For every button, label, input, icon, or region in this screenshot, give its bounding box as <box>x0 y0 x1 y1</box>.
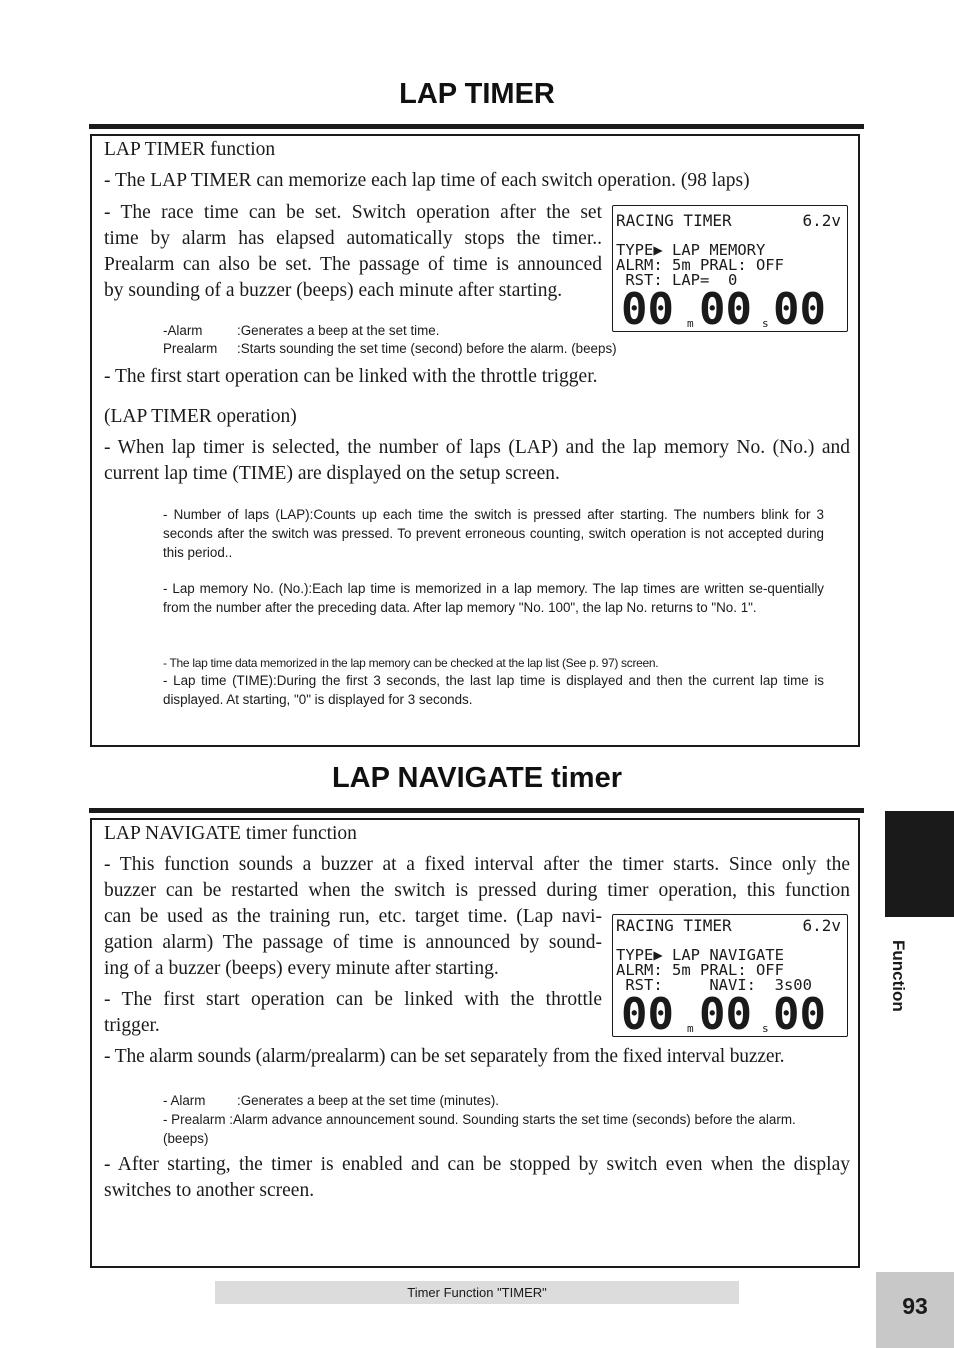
lap-navigate-p1-line4: gation alarm) The passage of time is announced by sound- <box>104 932 602 953</box>
lap-navigate-lcd-screen <box>612 914 848 1037</box>
lcd-unit-m: m <box>687 1022 694 1035</box>
footer-label: Timer Function "TIMER" <box>215 1281 739 1304</box>
lap-navigate-p1-line2: buzzer can be restarted when the switch is pressed during timer operation, this function <box>104 880 850 901</box>
note-prealarm-desc: :Starts sounding the set time (second) before the alarm. (beeps) <box>237 341 617 356</box>
nav-note-prealarm-desc: :Alarm advance announcement sound. Sounding starts the set time (seconds) before the alarm. (beeps) <box>163 1112 796 1146</box>
lap-timer-p2-line3: Prealarm can also be set. The passage of time is announced <box>104 254 602 275</box>
note-prealarm-term: Prealarm <box>163 341 218 356</box>
lap-navigate-p1-line3: can be used as the training run, etc. target time. (Lap navi- <box>104 906 602 927</box>
lcd-title: RACING TIMER <box>616 916 732 935</box>
lcd-reset-line: RST: LAP= 0 <box>616 271 738 289</box>
lcd-minutes: 00 <box>621 284 674 330</box>
lcd-fraction: 00 <box>773 989 826 1035</box>
lap-timer-operation-heading: (LAP TIMER operation) <box>104 406 297 427</box>
lcd-unit-s: s <box>762 317 769 330</box>
lcd-alarm-line: ALRM: 5m PRAL: OFF <box>616 256 784 274</box>
lcd-voltage: 6.2v <box>802 916 841 935</box>
detail-lap-memory: - Lap memory No. (No.):Each lap time is memorized in a lap memory. The lap times are written se-quentially from the number after the preceding data. After lap memory "No. 100", the lap No. returns to "No. 1". <box>163 581 824 615</box>
lap-timer-p1: - The LAP TIMER can memorize each lap time of each switch operation. (98 laps) <box>104 170 750 191</box>
lcd-voltage: 6.2v <box>802 211 841 230</box>
lap-navigate-rule <box>89 808 864 813</box>
lap-timer-lcd-screen <box>612 205 848 332</box>
section-tab <box>885 811 954 917</box>
lap-navigate-p2-line1: - The first start operation can be linked with the throttle <box>104 989 602 1010</box>
lap-timer-function-heading: LAP TIMER function <box>104 139 276 160</box>
lap-timer-p2-line4: by sounding of a buzzer (beeps) each minute after starting. <box>104 280 563 301</box>
lap-timer-p3: - The first start operation can be linked with the throttle trigger. <box>104 366 598 387</box>
lcd-unit-m: m <box>687 317 694 330</box>
lap-navigate-p2-line2: trigger. <box>104 1015 160 1036</box>
lap-navigate-p1-line1: - This function sounds a buzzer at a fixed interval after the timer starts. Since only the <box>104 854 850 875</box>
note-alarm-term: -Alarm <box>163 323 203 338</box>
detail-lap-list: - The lap time data memorized in the lap memory can be checked at the lap list (See p. 97) screen. <box>163 656 659 670</box>
lcd-seconds: 00 <box>699 989 752 1035</box>
lcd-seconds: 00 <box>699 284 752 330</box>
lcd-minutes: 00 <box>621 989 674 1035</box>
lap-navigate-p3: - The alarm sounds (alarm/prealarm) can be set separately from the fixed interval buzzer. <box>104 1046 785 1067</box>
nav-note-prealarm-term: - Prealarm <box>163 1112 226 1127</box>
lap-timer-p2-line2: time by alarm has elapsed automatically stops the timer.. <box>104 228 602 249</box>
lap-navigate-function-heading: LAP NAVIGATE timer function <box>104 823 357 844</box>
lcd-alarm-line: ALRM: 5m PRAL: OFF <box>616 961 784 979</box>
nav-note-prealarm <box>163 1111 824 1149</box>
lcd-type-line: TYPE▶ LAP MEMORY <box>616 241 766 259</box>
lap-timer-p2-line1: - The race time can be set. Switch operation after the set <box>104 202 602 223</box>
lap-timer-title: LAP TIMER <box>399 78 555 110</box>
lap-navigate-title: LAP NAVIGATE timer <box>331 762 623 794</box>
lcd-reset-line: RST: NAVI: 3s00 <box>616 976 812 994</box>
page-number: 93 <box>876 1272 954 1348</box>
nav-note-alarm-desc: :Generates a beep at the set time (minutes). <box>237 1093 499 1108</box>
lcd-unit-s: s <box>762 1022 769 1035</box>
note-alarm-desc: :Generates a beep at the set time. <box>237 323 440 338</box>
lap-timer-rule <box>89 124 864 129</box>
nav-note-alarm-term: - Alarm <box>163 1093 206 1108</box>
detail-lap-count: - Number of laps (LAP):Counts up each time the switch is pressed after starting. The numbers blink for 3 seconds after the switch was pressed. To prevent erroneous counting, switch operation is not accepted during this period.. <box>163 507 824 560</box>
lap-navigate-p4: - After starting, the timer is enabled and can be stopped by switch even when the display switches to another screen. <box>104 1154 850 1201</box>
detail-lap-time: - Lap time (TIME):During the first 3 seconds, the last lap time is displayed and then the current lap time is displayed. At starting, "0" is displayed for 3 seconds. <box>163 673 824 707</box>
side-tab-label: Function <box>889 940 908 1012</box>
lap-timer-p4: - When lap timer is selected, the number of laps (LAP) and the lap memory No. (No.) and current lap time (TIME) are displayed on the setup screen. <box>104 437 850 484</box>
lcd-fraction: 00 <box>773 284 826 330</box>
lcd-type-line: TYPE▶ LAP NAVIGATE <box>616 946 784 964</box>
lcd-title: RACING TIMER <box>616 211 732 230</box>
lap-navigate-p1-line5: ing of a buzzer (beeps) every minute after starting. <box>104 958 499 979</box>
